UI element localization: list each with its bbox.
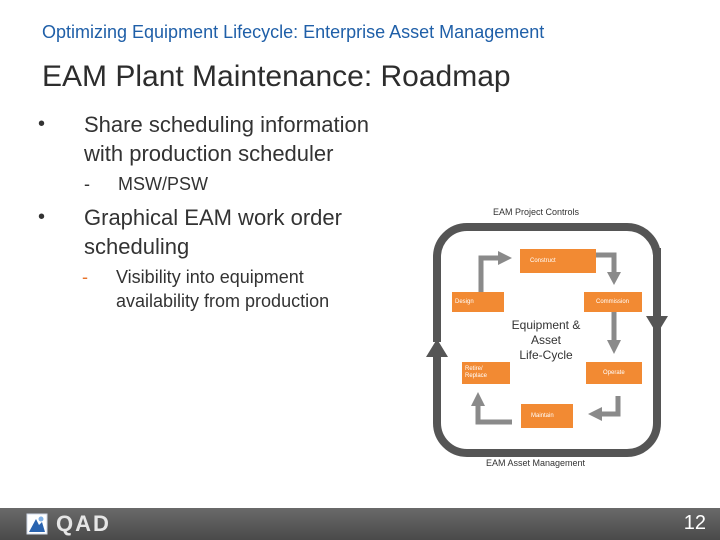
stage-design	[452, 292, 504, 312]
qad-logo-text: QAD	[56, 511, 111, 536]
footer-bar	[0, 508, 720, 540]
stage-construct	[520, 249, 596, 273]
bullet-2-sub-line2: availability from production	[116, 291, 330, 311]
center-line-3: Life-Cycle	[519, 348, 573, 362]
bullet-marker: •	[38, 113, 46, 135]
stage-retire-label-2: Replace	[465, 373, 488, 379]
bullet-1-sub-line1: MSW/PSW	[118, 174, 208, 194]
arrowhead-up-icon	[426, 339, 448, 357]
bullet-2-sub	[82, 265, 330, 313]
inner-arrow-design-construct-icon	[481, 251, 512, 292]
bullet-2	[38, 203, 342, 261]
bullet-1-sub	[84, 172, 208, 196]
stage-maintain-label: Maintain	[531, 412, 554, 419]
stage-design-label: Design	[455, 298, 474, 305]
stage-operate-label: Operate	[603, 369, 625, 376]
bullet-marker: •	[38, 206, 46, 228]
stage-operate	[586, 362, 642, 384]
bullet-2-line1: Graphical EAM work order	[84, 205, 342, 230]
stage-commission	[584, 292, 642, 312]
page-number: 12	[683, 512, 706, 534]
center-line-2: Asset	[530, 333, 561, 347]
inner-arrow-commission-operate-icon	[607, 312, 621, 354]
stage-commission-label: Commission	[596, 298, 630, 305]
lifecycle-center-label	[494, 318, 598, 363]
slide-title: EAM Plant Maintenance: Roadmap	[42, 60, 511, 93]
center-line-1: Equipment &	[511, 318, 581, 332]
bullet-2-sub-line1: Visibility into equipment	[116, 267, 304, 287]
bullet-1-line1: Share scheduling information	[84, 112, 369, 137]
qad-logo-icon	[26, 513, 48, 535]
stage-maintain	[521, 404, 573, 428]
arrowhead-down-icon	[646, 316, 668, 334]
inner-arrow-maintain-retire-icon	[471, 392, 512, 422]
bullet-1-line2: with production scheduler	[84, 141, 334, 166]
project-controls-label: EAM Project Controls	[493, 207, 580, 217]
stage-retire-replace	[462, 362, 510, 384]
inner-arrow-operate-maintain-icon	[588, 396, 618, 421]
inner-arrow-construct-commission-icon	[596, 255, 621, 285]
bullet-1	[38, 110, 369, 168]
sub-marker: -	[82, 267, 88, 287]
stage-construct-label: Construct	[530, 257, 556, 264]
sub-marker: -	[84, 174, 90, 194]
slide-subtitle: Optimizing Equipment Lifecycle: Enterprise Asset Management	[42, 22, 545, 42]
asset-management-label: EAM Asset Management	[486, 458, 586, 468]
bullet-2-line2: scheduling	[84, 234, 190, 259]
stage-retire-label-1: Retire/	[465, 366, 483, 372]
